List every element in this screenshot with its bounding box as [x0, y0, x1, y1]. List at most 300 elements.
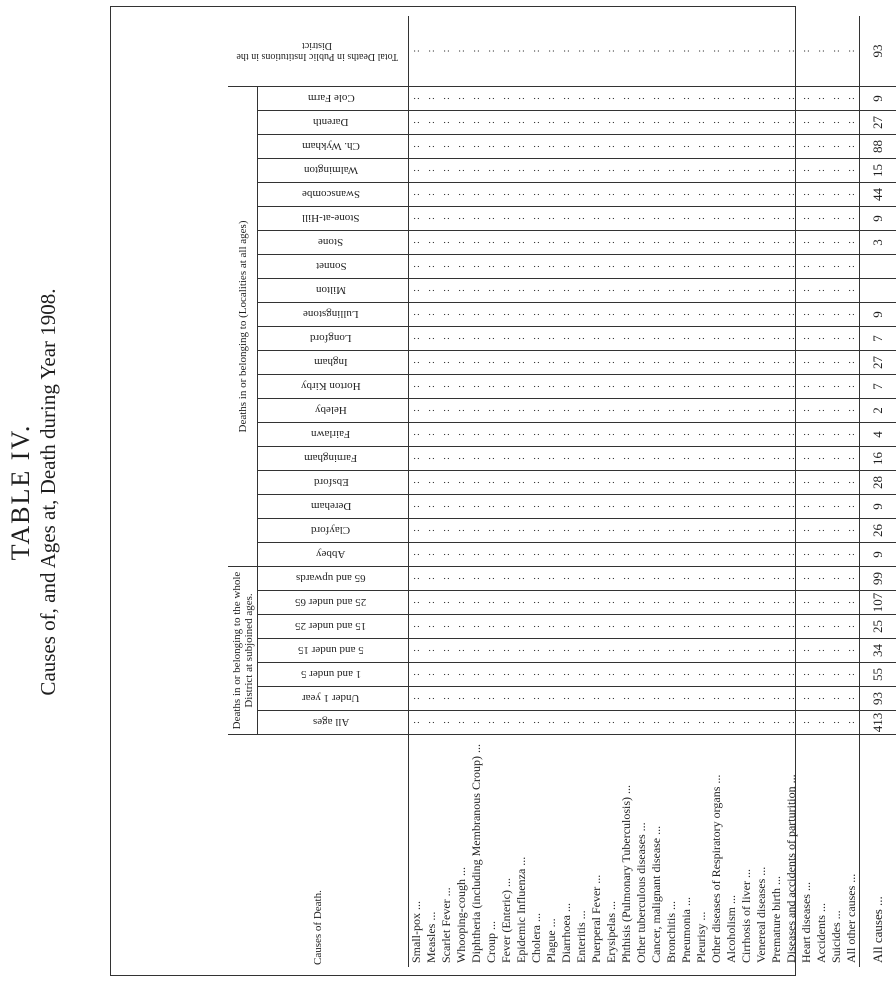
table-row	[439, 16, 454, 967]
table-cell: :	[424, 159, 439, 183]
table-cell: :	[439, 87, 454, 111]
table-cell: :	[844, 303, 860, 327]
column-header-label: Heleby	[315, 404, 347, 417]
table-cell: :	[769, 663, 784, 687]
table-cell: :	[499, 255, 514, 279]
cause-label: Accidents ...	[814, 903, 828, 963]
table-cell: :	[424, 327, 439, 351]
table-cell: :	[829, 111, 844, 135]
column-header	[258, 135, 409, 159]
table-cell: :	[529, 567, 544, 591]
table-cell: :	[784, 495, 799, 519]
table-cell: :	[814, 567, 829, 591]
table-cell: :	[769, 159, 784, 183]
table-cell: :	[424, 687, 439, 711]
table-cell: :	[589, 663, 604, 687]
table-cell: :	[814, 255, 829, 279]
table-cell: :	[439, 231, 454, 255]
table-cell: :	[604, 135, 619, 159]
table-cell: :	[784, 135, 799, 159]
table-cell: :	[529, 447, 544, 471]
column-header	[258, 471, 409, 495]
table-cell: :	[664, 615, 679, 639]
table-cell: :	[409, 495, 425, 519]
table-cell: :	[784, 447, 799, 471]
table-cell: :	[694, 591, 709, 615]
table-cell: :	[529, 687, 544, 711]
table-cell: :	[649, 231, 664, 255]
table-cell: :	[424, 279, 439, 303]
table-cell: :	[679, 327, 694, 351]
cause-label: Diarrhoea ...	[559, 903, 573, 963]
table-cell: :	[544, 303, 559, 327]
totals-cell: 16	[860, 447, 896, 471]
table-cell: :	[724, 183, 739, 207]
table-cell: :	[484, 495, 499, 519]
table-cell: :	[499, 447, 514, 471]
table-cell: :	[574, 591, 589, 615]
table-cell: :	[439, 399, 454, 423]
table-cell: :	[529, 231, 544, 255]
table-cell: :	[799, 591, 814, 615]
table-cell: :	[679, 471, 694, 495]
table-cell: :	[844, 543, 860, 567]
table-row	[514, 16, 529, 967]
table-cell: :	[484, 303, 499, 327]
table-cell: :	[439, 351, 454, 375]
table-cell: :	[529, 207, 544, 231]
table-cell: :	[754, 279, 769, 303]
table-cell: :	[769, 543, 784, 567]
table-row	[424, 16, 439, 967]
table-cell: :	[709, 399, 724, 423]
table-cell: :	[604, 591, 619, 615]
table-cell: :	[559, 423, 574, 447]
totals-cell: 27	[860, 351, 896, 375]
table-cell: :	[529, 471, 544, 495]
table-cell: :	[499, 687, 514, 711]
table-cell: :	[829, 231, 844, 255]
table-cell: :	[514, 615, 529, 639]
table-cell: :	[454, 471, 469, 495]
table-cell: :	[409, 303, 425, 327]
table-cell: :	[589, 279, 604, 303]
table-cell: :	[499, 663, 514, 687]
table-cell: :	[409, 375, 425, 399]
table-cell: :	[709, 207, 724, 231]
table-cell: :	[589, 231, 604, 255]
totals-cell: 3	[860, 231, 896, 255]
table-cell: :	[604, 183, 619, 207]
table-cell: :	[769, 255, 784, 279]
table-cell: :	[409, 87, 425, 111]
table-cell: :	[814, 375, 829, 399]
table-cell: :	[499, 159, 514, 183]
table-cell: :	[499, 711, 514, 735]
column-header-label: Clayford	[311, 524, 351, 537]
table-cell: :	[469, 615, 484, 639]
table-cell: :	[679, 567, 694, 591]
table-cell: :	[784, 471, 799, 495]
totals-cell: 25	[860, 615, 896, 639]
totals-cell: 2	[860, 399, 896, 423]
table-cell: :	[529, 423, 544, 447]
table-cell: :	[469, 711, 484, 735]
table-cell: :	[619, 543, 634, 567]
table-cell: :	[574, 639, 589, 663]
table-cell: :	[454, 255, 469, 279]
table-cell: :	[499, 231, 514, 255]
column-header-label: Ebsford	[313, 476, 349, 489]
table-cell: :	[829, 639, 844, 663]
table-cell: :	[409, 615, 425, 639]
table-cell: :	[499, 639, 514, 663]
table-cell: :	[754, 207, 769, 231]
table-cell: :	[799, 135, 814, 159]
table-cell: :	[784, 519, 799, 543]
totals-cell: 9	[860, 87, 896, 111]
table-cell: :	[829, 399, 844, 423]
table-cell: :	[649, 639, 664, 663]
table-cell: :	[424, 519, 439, 543]
table-cell: :	[724, 687, 739, 711]
table-cell: :	[424, 615, 439, 639]
table-cell: :	[424, 399, 439, 423]
table-cell: :	[784, 351, 799, 375]
table-cell: :	[619, 711, 634, 735]
table-cell: :	[439, 687, 454, 711]
table-cell: :	[724, 543, 739, 567]
table-cell: :	[514, 351, 529, 375]
localities-header: Deaths in or belonging to (Localities at all ages)	[228, 87, 258, 567]
table-cell: :	[574, 615, 589, 639]
table-cell: :	[604, 159, 619, 183]
table-cell: :	[679, 16, 694, 87]
column-header-label: 25 and under 65	[295, 596, 367, 609]
table-cell: :	[799, 159, 814, 183]
totals-cell: 26	[860, 519, 896, 543]
table-cell: :	[424, 87, 439, 111]
table-cell: :	[544, 87, 559, 111]
table-cell: :	[709, 303, 724, 327]
table-cell: :	[514, 255, 529, 279]
table-cell: :	[664, 159, 679, 183]
table-cell: :	[499, 207, 514, 231]
table-cell: :	[679, 447, 694, 471]
table-cell: :	[649, 447, 664, 471]
table-cell: :	[514, 279, 529, 303]
table-cell: :	[454, 279, 469, 303]
table-cell: :	[484, 447, 499, 471]
table-row	[649, 16, 664, 967]
table-cell: :	[754, 375, 769, 399]
table-cell: :	[619, 111, 634, 135]
table-cell: :	[454, 207, 469, 231]
table-cell: :	[409, 567, 425, 591]
table-cell: :	[619, 567, 634, 591]
table-cell: :	[709, 447, 724, 471]
table-cell: :	[604, 375, 619, 399]
table-cell: :	[769, 279, 784, 303]
table-cell: :	[469, 687, 484, 711]
table-row	[574, 16, 589, 967]
cause-label: Suicides ...	[829, 910, 843, 963]
table-cell: :	[604, 303, 619, 327]
table-cell: :	[574, 16, 589, 87]
table-cell: :	[694, 159, 709, 183]
table-cell: :	[469, 543, 484, 567]
table-cell: :	[649, 351, 664, 375]
table-cell: :	[409, 639, 425, 663]
table-row	[604, 16, 619, 967]
table-cell: :	[439, 327, 454, 351]
table-cell: :	[739, 111, 754, 135]
table-cell: :	[769, 375, 784, 399]
table-cell: :	[829, 687, 844, 711]
table-cell: :	[739, 231, 754, 255]
table-cell: :	[604, 423, 619, 447]
totals-cell: 99	[860, 567, 896, 591]
table-cell: :	[814, 327, 829, 351]
table-cell: :	[664, 183, 679, 207]
table-cell: :	[424, 111, 439, 135]
table-cell: :	[649, 687, 664, 711]
table-cell: :	[679, 375, 694, 399]
cause-label: Erysipelas ...	[604, 901, 618, 963]
table-cell: :	[784, 183, 799, 207]
table-cell: :	[484, 711, 499, 735]
cause-label: Croup ...	[484, 921, 498, 963]
table-cell: :	[514, 663, 529, 687]
table-cell: :	[559, 135, 574, 159]
table-cell: :	[769, 615, 784, 639]
table-cell: :	[784, 567, 799, 591]
table-cell: :	[529, 159, 544, 183]
table-cell: :	[754, 183, 769, 207]
table-cell: :	[589, 255, 604, 279]
table-row	[454, 16, 469, 967]
table-cell: :	[784, 303, 799, 327]
table-cell: :	[619, 519, 634, 543]
table-cell: :	[649, 591, 664, 615]
table-cell: :	[589, 87, 604, 111]
table-cell: :	[514, 207, 529, 231]
table-cell: :	[739, 615, 754, 639]
table-cell: :	[769, 351, 784, 375]
table-cell: :	[844, 591, 860, 615]
table-cell: :	[544, 447, 559, 471]
table-cell: :	[634, 111, 649, 135]
table-cell: :	[634, 591, 649, 615]
column-header	[258, 591, 409, 615]
table-cell: :	[469, 471, 484, 495]
table-cell: :	[799, 87, 814, 111]
table-cell: :	[529, 519, 544, 543]
table-cell: :	[409, 471, 425, 495]
totals-cell: 9	[860, 543, 896, 567]
table-cell: :	[829, 495, 844, 519]
table-cell: :	[529, 711, 544, 735]
table-cell: :	[409, 135, 425, 159]
table-cell: :	[784, 159, 799, 183]
table-cell: :	[424, 567, 439, 591]
table-cell: :	[514, 327, 529, 351]
table-cell: :	[469, 279, 484, 303]
table-cell: :	[499, 327, 514, 351]
table-cell: :	[484, 255, 499, 279]
table-cell: :	[844, 231, 860, 255]
table-cell: :	[724, 303, 739, 327]
table-cell: :	[514, 87, 529, 111]
table-body	[409, 16, 896, 967]
table-cell: :	[469, 111, 484, 135]
table-cell: :	[664, 519, 679, 543]
table-cell: :	[559, 567, 574, 591]
column-header	[258, 111, 409, 135]
table-cell: :	[589, 495, 604, 519]
table-cell: :	[799, 663, 814, 687]
table-cell: :	[454, 663, 469, 687]
table-cell: :	[679, 519, 694, 543]
table-row	[634, 16, 649, 967]
table-cell: :	[799, 303, 814, 327]
table-cell: :	[664, 303, 679, 327]
table-cell: :	[484, 279, 499, 303]
table-cell: :	[799, 207, 814, 231]
group-header-row	[228, 16, 258, 967]
table-cell: :	[529, 183, 544, 207]
table-cell: :	[529, 255, 544, 279]
table-cell: :	[799, 111, 814, 135]
table-cell: :	[559, 375, 574, 399]
table-cell: :	[664, 687, 679, 711]
table-cell: :	[409, 399, 425, 423]
table-cell: :	[559, 447, 574, 471]
table-cell: :	[424, 591, 439, 615]
table-cell: :	[634, 615, 649, 639]
table-cell: :	[559, 399, 574, 423]
table-row	[619, 16, 634, 967]
table-cell: :	[769, 495, 784, 519]
table-cell: :	[484, 543, 499, 567]
table-cell: :	[484, 231, 499, 255]
cause-label: Cirrhosis of liver ...	[739, 869, 753, 963]
table-cell: :	[559, 279, 574, 303]
table-cell: :	[484, 87, 499, 111]
table-cell: :	[409, 351, 425, 375]
table-cell: :	[454, 16, 469, 87]
table-cell: :	[679, 543, 694, 567]
table-cell: :	[409, 423, 425, 447]
cause-label: Scarlet Fever ...	[439, 887, 453, 963]
column-header	[258, 423, 409, 447]
data-table-frame	[110, 6, 885, 976]
table-cell: :	[439, 591, 454, 615]
table-cell: :	[514, 375, 529, 399]
table-cell: :	[634, 519, 649, 543]
table-cell: :	[844, 447, 860, 471]
table-cell: :	[724, 327, 739, 351]
table-row	[754, 16, 769, 967]
table-cell: :	[604, 399, 619, 423]
table-cell: :	[454, 423, 469, 447]
table-cell: :	[769, 327, 784, 351]
column-header	[258, 207, 409, 231]
table-cell: :	[799, 495, 814, 519]
table-cell: :	[769, 687, 784, 711]
totals-cell: 27	[860, 111, 896, 135]
table-cell: :	[799, 279, 814, 303]
table-cell: :	[499, 591, 514, 615]
table-row	[694, 16, 709, 967]
table-cell: :	[739, 471, 754, 495]
table-cell: :	[604, 687, 619, 711]
table-cell: :	[739, 375, 754, 399]
table-cell: :	[589, 639, 604, 663]
table-cell: :	[739, 279, 754, 303]
table-cell: :	[529, 615, 544, 639]
table-cell: :	[679, 711, 694, 735]
table-cell: :	[634, 471, 649, 495]
table-cell: :	[559, 231, 574, 255]
table-cell: :	[559, 183, 574, 207]
table-cell: :	[484, 567, 499, 591]
table-cell: :	[484, 159, 499, 183]
table-cell: :	[754, 351, 769, 375]
table-cell: :	[724, 207, 739, 231]
cause-label: Other diseases of Respiratory organs ...	[709, 774, 723, 963]
table-cell: :	[439, 279, 454, 303]
table-cell: :	[424, 231, 439, 255]
table-cell: :	[604, 87, 619, 111]
table-cell: :	[604, 663, 619, 687]
column-header-label: Cole Farm	[307, 92, 355, 105]
causes-header: Causes of Death.	[228, 735, 409, 968]
table-cell: :	[709, 543, 724, 567]
table-cell: :	[769, 639, 784, 663]
table-cell: :	[739, 183, 754, 207]
table-cell: :	[619, 135, 634, 159]
table-cell: :	[574, 159, 589, 183]
table-cell: :	[439, 423, 454, 447]
table-cell: :	[559, 711, 574, 735]
table-cell: :	[634, 351, 649, 375]
table-cell: :	[604, 471, 619, 495]
table-cell: :	[694, 279, 709, 303]
table-cell: :	[469, 207, 484, 231]
table-cell: :	[529, 663, 544, 687]
column-header	[258, 519, 409, 543]
table-cell: :	[604, 327, 619, 351]
table-cell: :	[709, 327, 724, 351]
cause-label: Diseases and accidents of parturition ...	[784, 774, 798, 963]
table-cell: :	[589, 711, 604, 735]
table-cell: :	[664, 255, 679, 279]
column-header	[258, 375, 409, 399]
table-cell: :	[679, 303, 694, 327]
table-cell: :	[829, 615, 844, 639]
table-cell: :	[844, 423, 860, 447]
table-cell: :	[484, 399, 499, 423]
table-cell: :	[814, 615, 829, 639]
table-cell: :	[514, 471, 529, 495]
table-cell: :	[454, 375, 469, 399]
table-cell: :	[754, 159, 769, 183]
table-cell: :	[544, 687, 559, 711]
table-cell: :	[484, 615, 499, 639]
column-header-label: 5 and under 15	[298, 644, 364, 657]
table-cell: :	[814, 279, 829, 303]
